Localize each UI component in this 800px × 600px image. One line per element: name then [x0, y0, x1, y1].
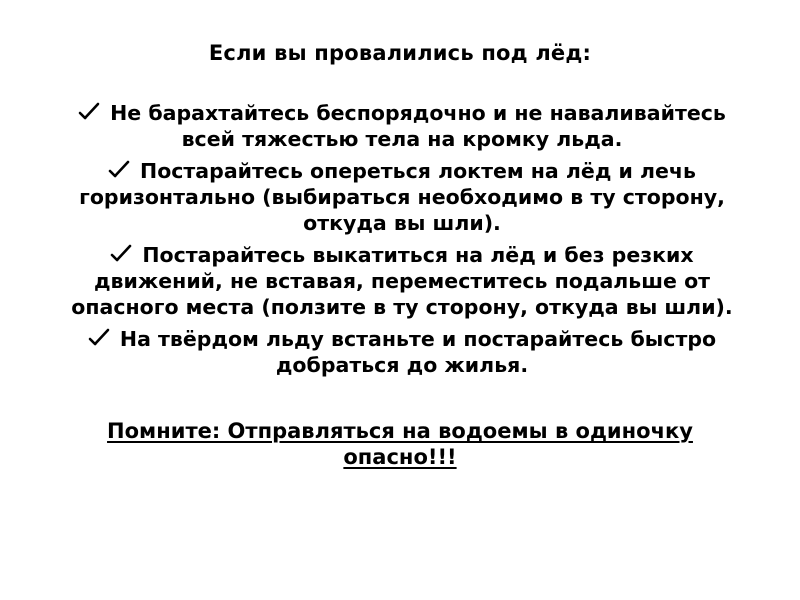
- tip-text: На твёрдом льду встаньте и постарайтесь быстро добраться до жилья.: [119, 327, 717, 377]
- tip-text: Постарайтесь опереться локтем на лёд и лечь горизонтально (выбираться необходимо в ту сторону, откуда вы шли).: [79, 159, 725, 235]
- tip-item: [52, 242, 752, 320]
- tip-item: [52, 100, 752, 152]
- slide-title: Если вы провалились под лёд:: [208, 41, 592, 65]
- tip-text: Постарайтесь выкатиться на лёд и без резких движений, не вставая, переместитесь подальше от опасного места (ползите в ту сторону, откуда вы шли).: [71, 243, 733, 319]
- warning-text: Помните: Отправляться на водоемы в одиночку опасно!!!: [107, 419, 693, 469]
- tip-item: [52, 326, 752, 378]
- tip-text: Не барахтайтесь беспорядочно и не наваливайтесь всей тяжестью тела на кромку льда.: [110, 101, 726, 151]
- checkmark-icon: [78, 102, 100, 122]
- checkmark-icon: [110, 244, 132, 264]
- checkmark-icon: [108, 160, 130, 180]
- tips-list: [52, 100, 752, 384]
- tip-item: [52, 158, 752, 236]
- checkmark-icon: [88, 328, 110, 348]
